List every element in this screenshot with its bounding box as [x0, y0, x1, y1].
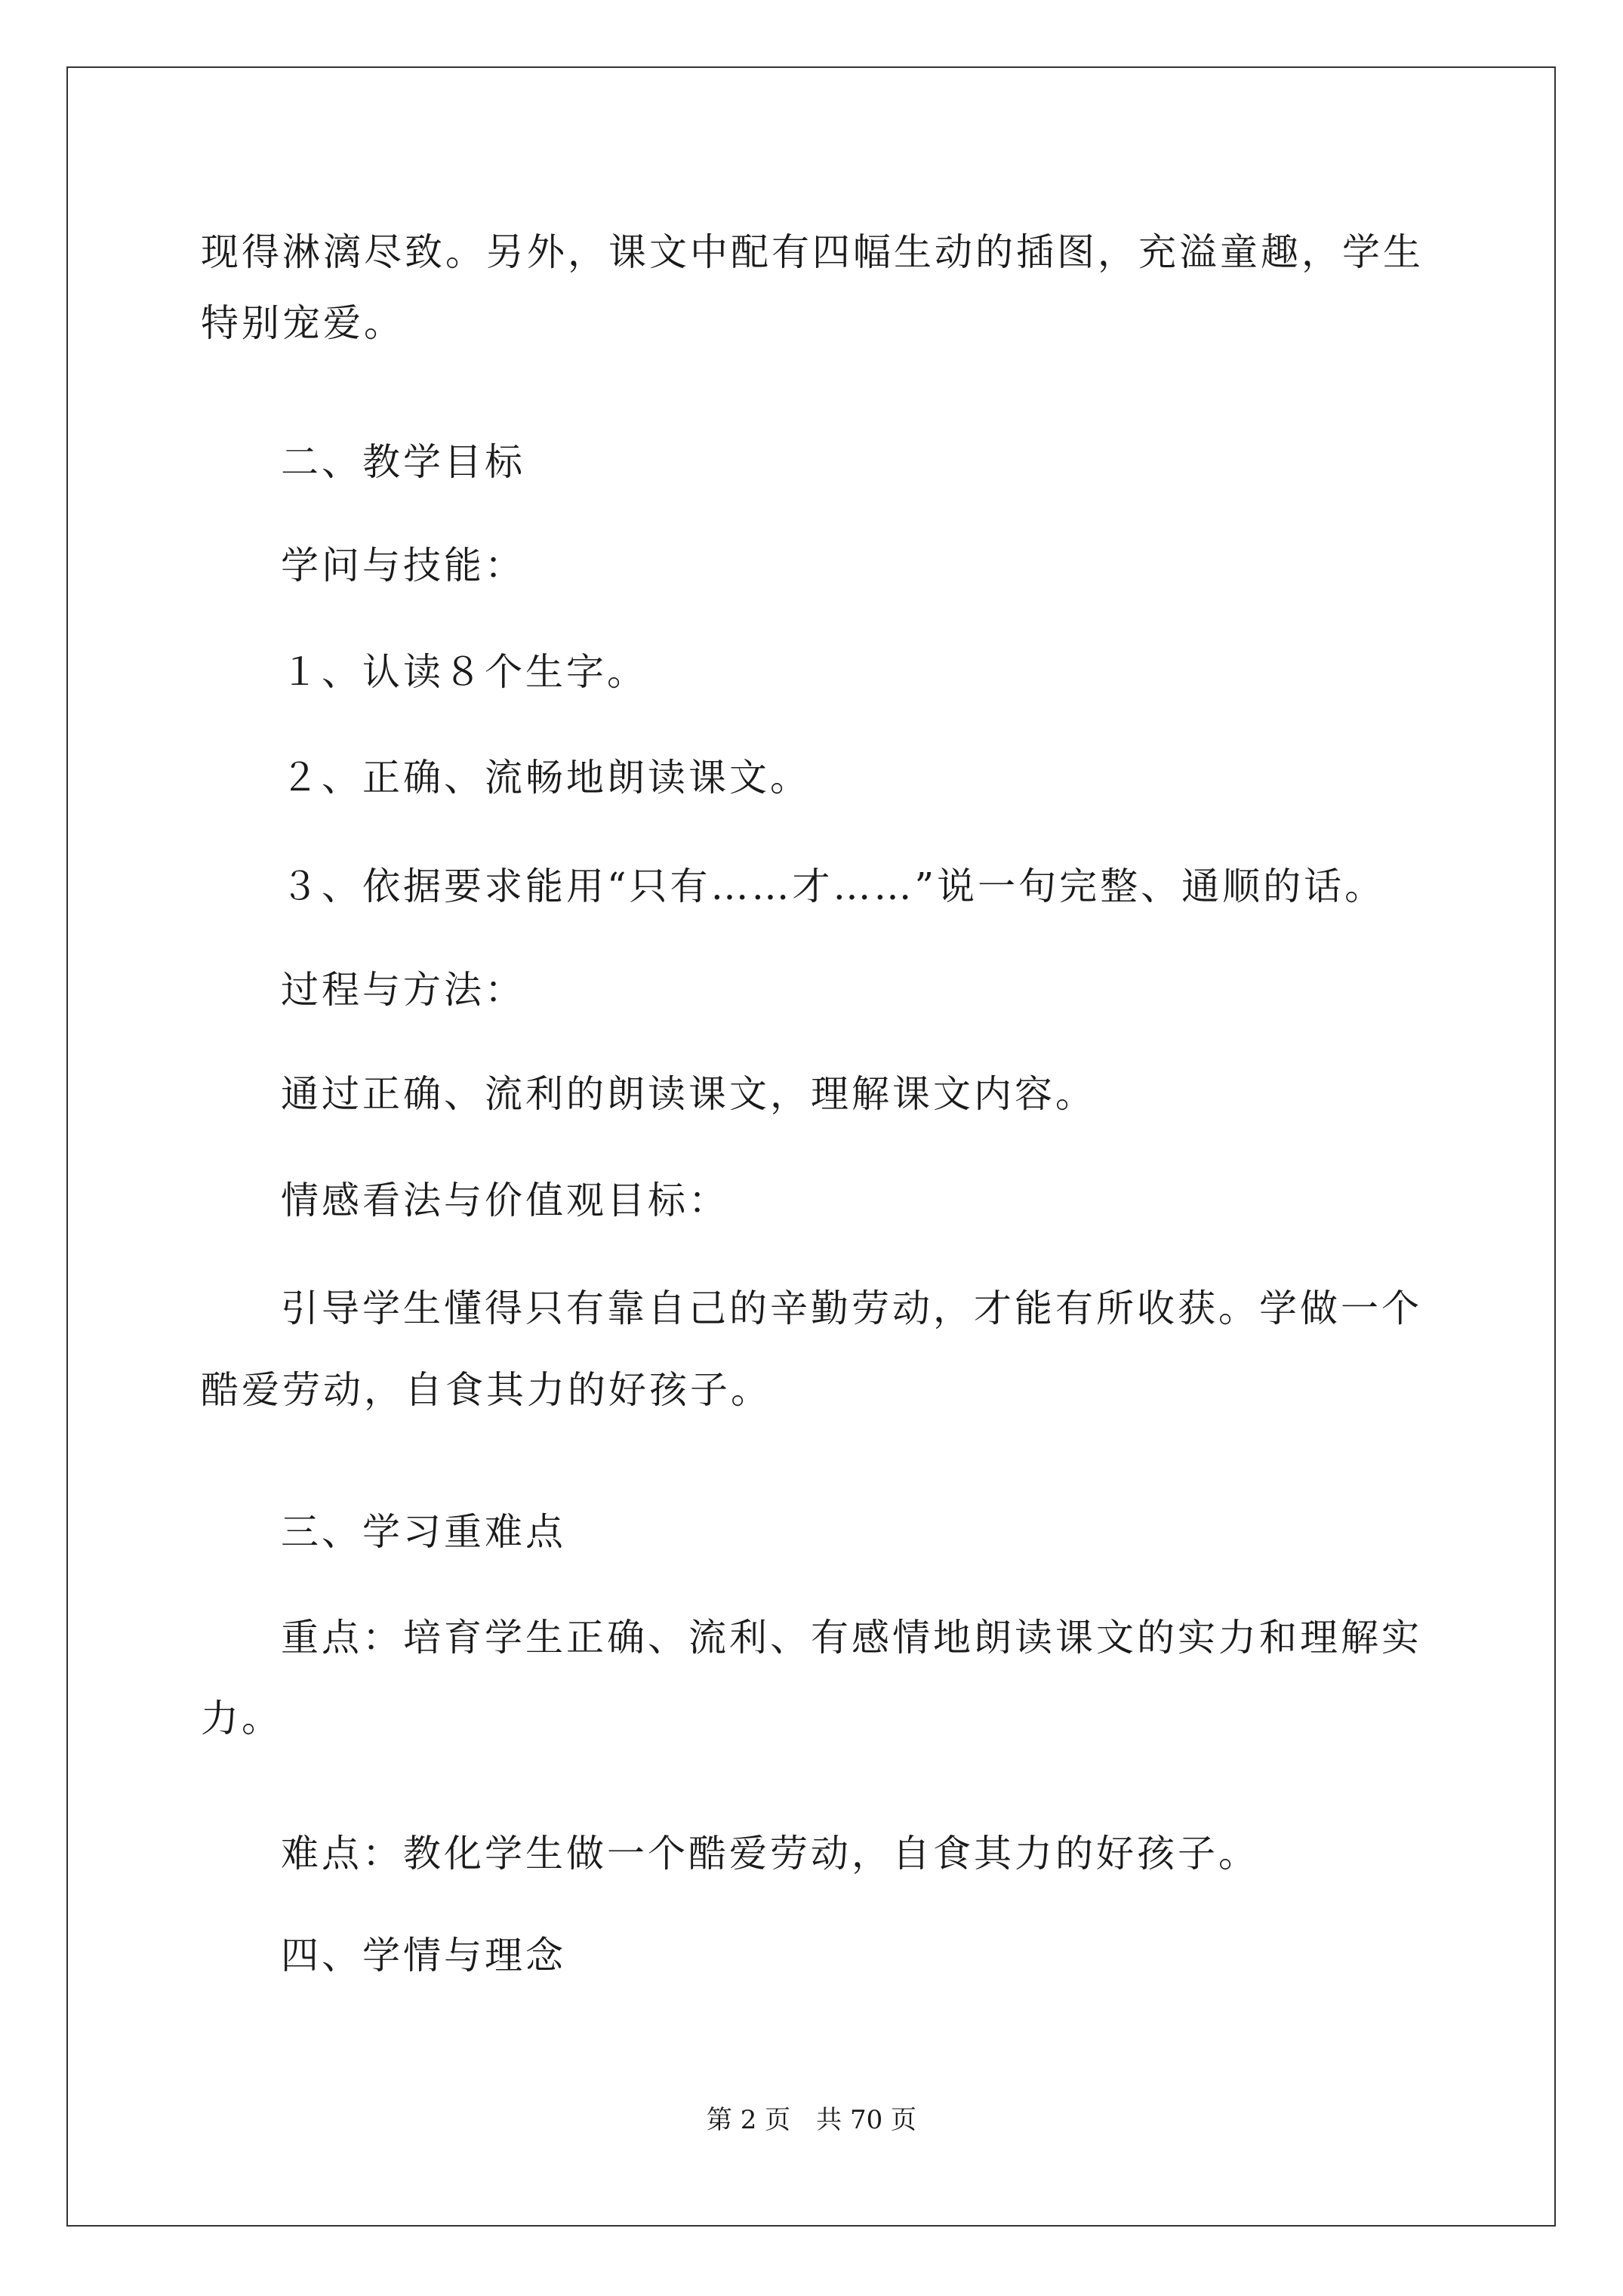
- subheading: 过程与方法：: [281, 968, 525, 1012]
- page-border: [66, 66, 1556, 2227]
- paragraph-line: 力。: [201, 1697, 282, 1740]
- section-heading: 三、学习重难点: [281, 1510, 566, 1554]
- paragraph-line: 引导学生懂得只有靠自己的辛勤劳动，才能有所收获。学做一个: [281, 1287, 1422, 1330]
- page-number-footer: 第 2 页 共 70 页: [706, 2105, 917, 2135]
- list-item: ２、正确、流畅地朗读课文。: [281, 756, 811, 800]
- paragraph-line: 难点：教化学生做一个酷爱劳动，自食其力的好孩子。: [281, 1832, 1259, 1875]
- subheading: 情感看法与价值观目标：: [281, 1179, 729, 1222]
- paragraph-line: 重点：培育学生正确、流利、有感情地朗读课文的实力和理解实: [281, 1616, 1422, 1660]
- list-item: ３、依据要求能用“只有……才……”说一句完整、通顺的话。: [281, 864, 1386, 908]
- list-item: １、认读８个生字。: [281, 650, 648, 694]
- paragraph-line: 酷爱劳动，自食其力的好孩子。: [201, 1368, 771, 1412]
- paragraph-line: 现得淋漓尽致。另外，课文中配有四幅生动的插图，充溢童趣，学生: [201, 230, 1424, 274]
- subheading: 学问与技能：: [281, 544, 525, 587]
- section-heading: 二、教学目标: [281, 440, 525, 484]
- paragraph-line: 通过正确、流利的朗读课文，理解课文内容。: [281, 1072, 1096, 1116]
- section-heading: 四、学情与理念: [281, 1934, 566, 1977]
- paragraph-line: 特别宠爱。: [201, 301, 405, 345]
